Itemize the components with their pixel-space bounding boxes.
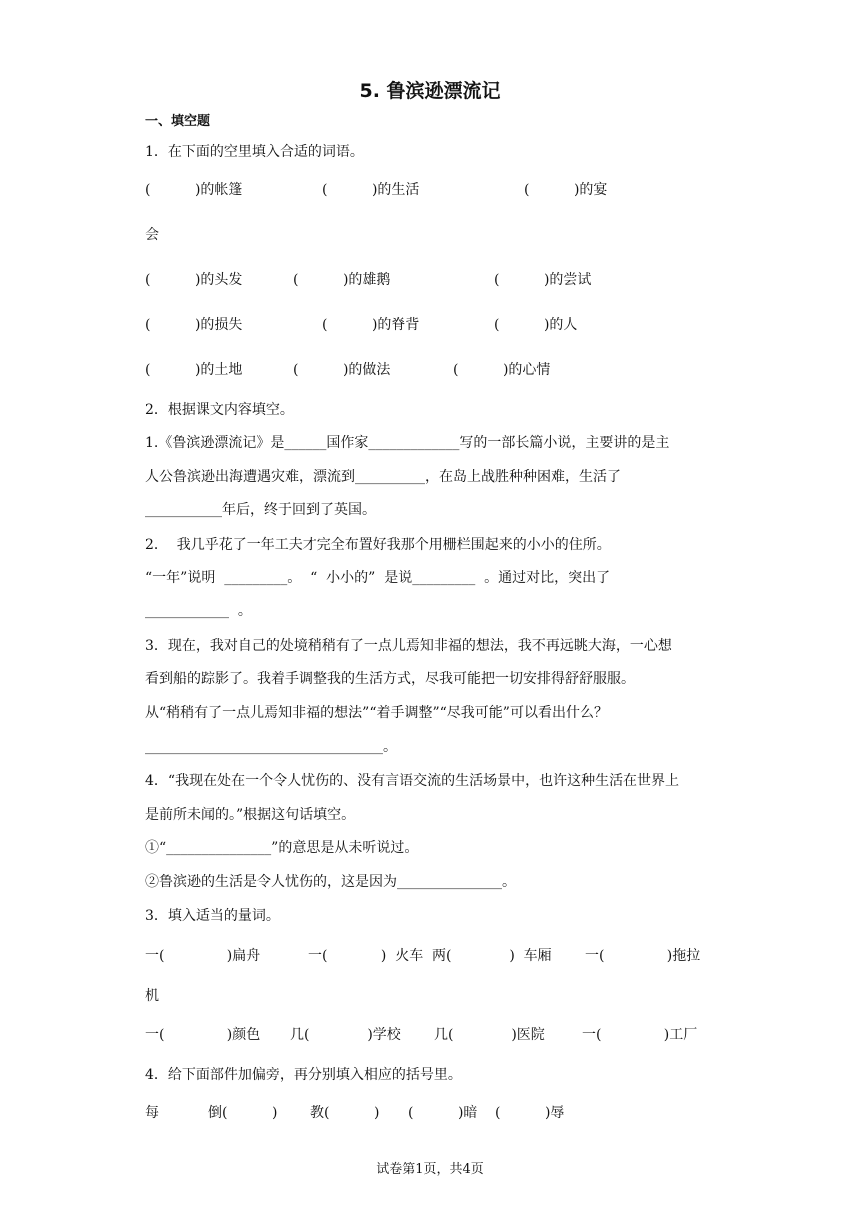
question-4-prompt: 4．给下面部件加偏旁，再分别填入相应的括号里。: [145, 1067, 462, 1083]
measure-word-item: 一( )工厂: [582, 1027, 698, 1043]
question-text-line: 是前所未闻的。”根据这句话填空。: [145, 807, 356, 823]
blank-item: ( )的做法: [293, 362, 391, 378]
measure-word-item: 几( )学校: [290, 1027, 401, 1043]
question-2-prompt: 2．根据课文内容填空。: [145, 402, 294, 418]
measure-word-item: 两( ) 车厢: [432, 948, 552, 964]
measure-word-item: 一( )扁舟: [145, 948, 261, 964]
section-heading: 一、填空题: [145, 114, 211, 129]
measure-word-item: 几( )医院: [434, 1027, 545, 1043]
question-text-line: 4．“我现在处在一个令人忧伤的、没有言语交流的生活场景中，也许这种生活在世界上: [145, 773, 680, 789]
question-1-prompt: 1．在下面的空里填入合适的词语。: [145, 144, 364, 160]
blank-item: ( )的宴: [524, 182, 608, 198]
question-text-line: __________________________________。: [145, 739, 397, 755]
blank-item: ( )的帐篷: [145, 182, 243, 198]
blank-item: ( )的损失: [145, 317, 243, 333]
radical-item: 教( ): [310, 1105, 380, 1121]
question-text-line: ____________ 。: [145, 603, 252, 619]
blank-item: ( )的雄鹅: [293, 272, 391, 288]
blank-item: ( )的尝试: [494, 272, 592, 288]
question-text-line: ②鲁滨逊的生活是令人忧伤的，这是因为_______________。: [145, 874, 516, 890]
radical-item: 倒( ): [208, 1105, 278, 1121]
question-text-line: ①“_______________”的意思是从未听说过。: [145, 840, 419, 856]
blank-item: 会: [145, 227, 159, 243]
radical-item: ( )辱: [495, 1105, 565, 1121]
question-3-prompt: 3．填入适当的量词。: [145, 908, 280, 924]
page-title: 5. 鲁滨逊漂流记: [359, 80, 501, 102]
radical-item: 每: [145, 1105, 159, 1121]
radical-item: ( )暗: [408, 1105, 478, 1121]
page-footer: 试卷第1页，共4页: [376, 1162, 484, 1177]
blank-item: ( )的心情: [453, 362, 551, 378]
question-text-line: 3．现在，我对自己的处境稍稍有了一点儿焉知非福的想法，我不再远眺大海，一心想: [145, 638, 672, 654]
question-text-line: 从“稍稍有了一点儿焉知非福的想法”“着手调整”“尽我可能”可以看出什么？: [145, 705, 608, 721]
measure-word-item: 机: [145, 988, 159, 1004]
blank-item: ( )的脊背: [322, 317, 420, 333]
question-text-line: 看到船的踪影了。我着手调整我的生活方式，尽我可能把一切安排得舒舒服服。: [145, 671, 635, 687]
blank-item: ( )的人: [494, 317, 578, 333]
measure-word-item: 一( ) 火车: [308, 948, 424, 964]
question-text-line: “一年”说明 _________。 “ 小小的” 是说_________ 。通过对比，突出了: [145, 570, 611, 586]
measure-word-item: 一( )拖拉: [585, 948, 701, 964]
question-text-line: 人公鲁滨逊出海遭遇灾难，漂流到__________，在岛上战胜种种困难，生活了: [145, 469, 621, 485]
blank-item: ( )的土地: [145, 362, 243, 378]
question-text-line: ___________年后，终于回到了英国。: [145, 502, 376, 518]
question-text-line: 2． 我几乎花了一年工夫才完全布置好我那个用栅栏围起来的小小的住所。: [145, 537, 611, 553]
measure-word-item: 一( )颜色: [145, 1027, 261, 1043]
blank-item: ( )的头发: [145, 272, 243, 288]
blank-item: ( )的生活: [322, 182, 420, 198]
question-text-line: 1.《鲁滨逊漂流记》是______国作家_____________写的一部长篇小说，主要讲的是主: [145, 435, 670, 451]
